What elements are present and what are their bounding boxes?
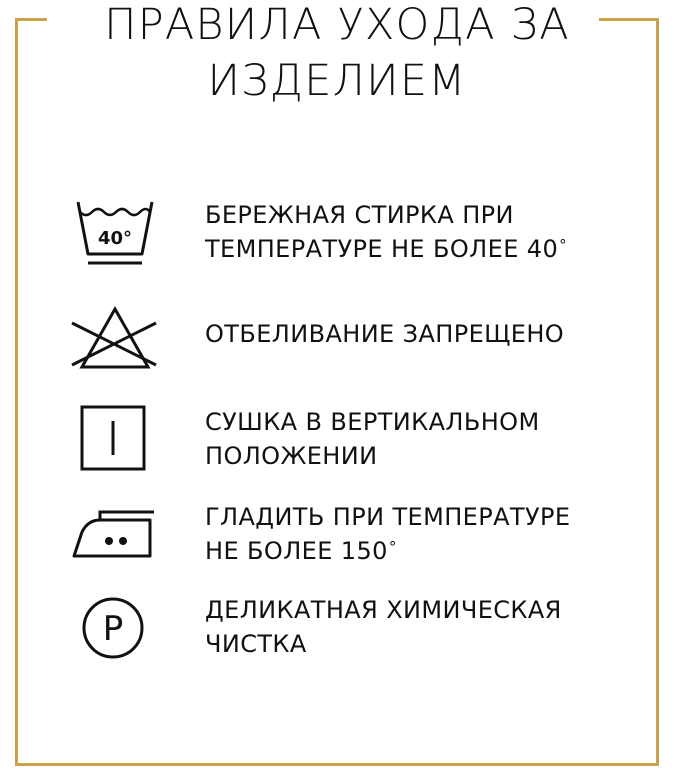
no-bleach-icon xyxy=(70,305,160,395)
care-item-dry-line-1: СУШКА В ВЕРТИКАЛЬНОМ xyxy=(205,408,540,436)
care-item-dry-line-2: ПОЛОЖЕНИИ xyxy=(205,442,378,470)
care-item-iron-text xyxy=(205,500,665,568)
title-line-1: ПРАВИЛА УХОДА ЗА xyxy=(104,0,570,50)
dry-clean-letter: P xyxy=(102,609,124,649)
degree-sign: ° xyxy=(388,538,397,556)
care-item-iron-line-2: НЕ БОЛЕЕ 150° xyxy=(205,537,397,565)
care-item-iron xyxy=(70,500,630,590)
page-title xyxy=(0,0,674,109)
care-item-wash xyxy=(70,198,630,288)
degree-sign: ° xyxy=(559,236,568,254)
care-item-dry-clean-line-1: ДЕЛИКАТНАЯ ХИМИЧЕСКАЯ xyxy=(205,596,562,624)
iron-two-dots-icon xyxy=(70,500,160,590)
dry-clean-p-icon xyxy=(70,593,160,683)
care-item-wash-text xyxy=(205,198,665,266)
care-item-no-bleach-line-1: ОТБЕЛИВАНИЕ ЗАПРЕЩЕНО xyxy=(205,320,565,348)
drip-dry-icon xyxy=(70,405,160,495)
care-item-dry xyxy=(70,405,630,495)
wash-40-icon xyxy=(70,198,160,288)
title-line-2: ИЗДЕЛИЕМ xyxy=(207,56,467,106)
care-item-iron-line-1: ГЛАДИТЬ ПРИ ТЕМПЕРАТУРЕ xyxy=(205,503,571,531)
care-item-dry-clean-text xyxy=(205,593,665,661)
care-item-wash-line-2: ТЕМПЕРАТУРЕ НЕ БОЛЕЕ 40° xyxy=(205,235,568,263)
care-item-no-bleach xyxy=(70,305,630,395)
frame-bottom-border xyxy=(15,763,659,766)
care-item-dry-clean xyxy=(70,593,630,683)
care-item-no-bleach-text xyxy=(205,317,665,351)
care-item-wash-line-1: БЕРЕЖНАЯ СТИРКА ПРИ xyxy=(205,201,514,229)
frame-left-border xyxy=(15,18,18,766)
wash-temp-label: 40° xyxy=(97,228,133,249)
care-item-dry-text xyxy=(205,405,665,473)
care-item-dry-clean-line-2: ЧИСТКА xyxy=(205,630,307,658)
